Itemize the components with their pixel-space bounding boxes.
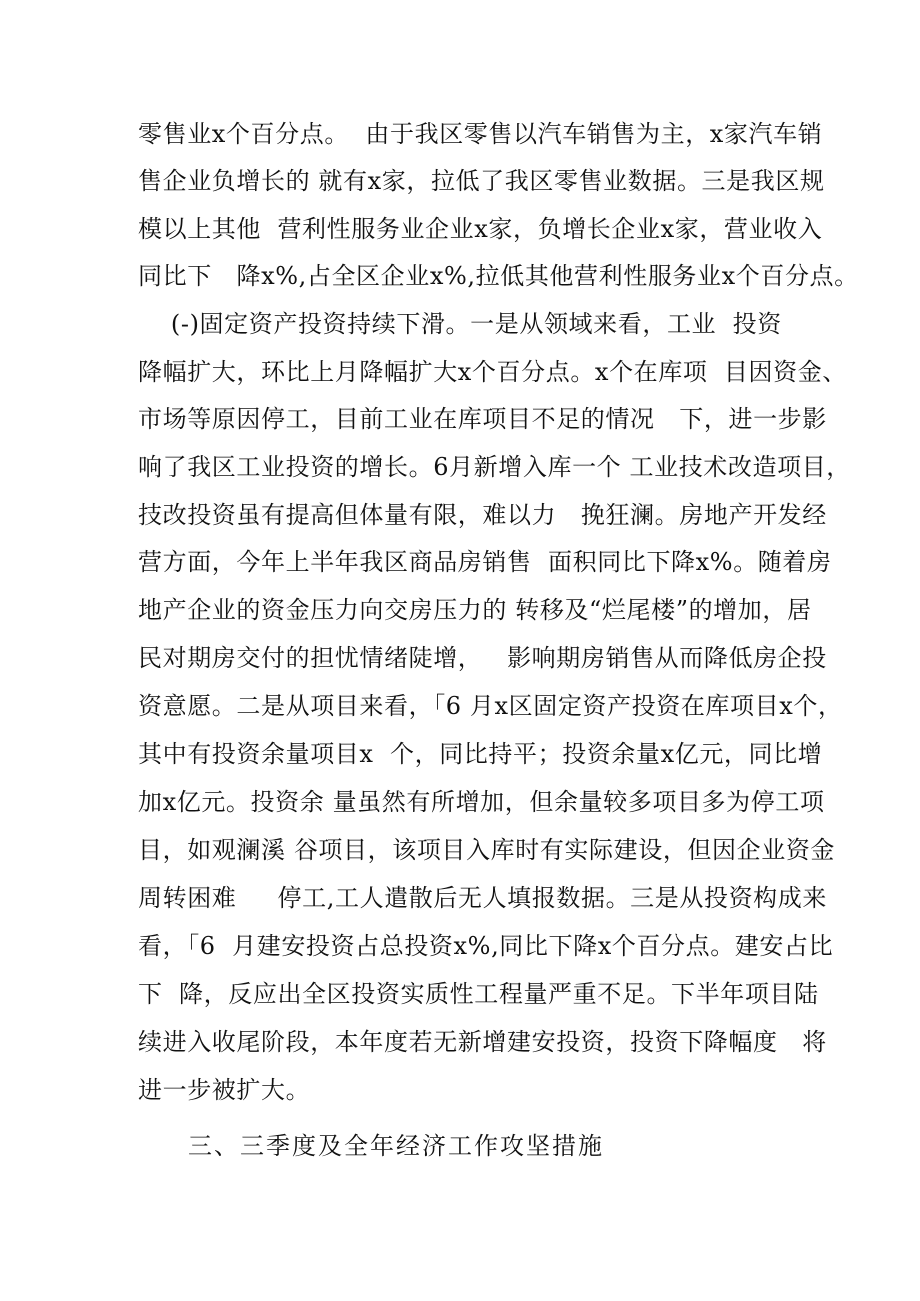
- text-line: 加x亿元。投资余 量虽然有所增加，但余量较多项目多为停工项: [138, 788, 825, 816]
- text-line: 民对期房交付的担忧情绪陡增， 影响期房销售从而降低房企投: [138, 644, 827, 672]
- text-line: 资意愿。二是从项目来看，「6 月x区固定资产投资在库项目x个，: [138, 692, 843, 720]
- text-line: (-)固定资产投资持续下滑。一是从领域来看，工业 投资: [138, 310, 782, 338]
- text-line: 技改投资虽有提高但体量有限，难以力 挽狂澜。房地产开发经: [138, 501, 827, 529]
- text-line: 零售业x个百分点。 由于我区零售以汽车销售为主，x家汽车销: [138, 120, 823, 148]
- text-line: 模以上其他 营利性服务业企业x家，负增长企业x家，营业收入: [138, 215, 823, 243]
- text-line: 市场等原因停工，目前工业在库项目不足的情况 下，进一步影: [138, 405, 827, 433]
- text-line: 周转困难 停工,工人遣散后无人填报数据。三是从投资构成来: [138, 884, 827, 912]
- text-line: 降幅扩大，环比上月降幅扩大x个百分点。x个在库项 目因资金、: [138, 358, 847, 386]
- text-line: 续进入收尾阶段，本年度若无新增建安投资，投资下降幅度 将: [138, 1028, 827, 1056]
- text-line: 同比下 降x%,占全区企业x%,拉低其他营利性服务业x个百分点。: [138, 262, 859, 290]
- text-line: 响了我区工业投资的增长。6月新增入库一个 工业技术改造项目，: [138, 453, 851, 481]
- text-line: 其中有投资余量项目x 个，同比持平；投资余量x亿元，同比增: [138, 740, 823, 768]
- text-line: 地产企业的资金压力向交房压力的 转移及“烂尾楼”的增加，居: [138, 596, 812, 624]
- text-line: 目，如观澜溪 谷项目，该项目入库时有实际建设，但因企业资金: [138, 836, 836, 864]
- text-line: 营方面，今年上半年我区商品房销售 面积同比下降x%。随着房: [138, 548, 832, 576]
- text-line: 看，「6 月建安投资占总投资x%,同比下降x个百分点。建安占比: [138, 932, 834, 960]
- section-heading: 三、三季度及全年经济工作攻坚措施: [188, 1132, 604, 1160]
- text-line: 下 降，反应出全区投资实质性工程量严重不足。下半年项目陆: [138, 980, 819, 1008]
- text-line: 售企业负增长的 就有x家，拉低了我区零售业数据。三是我区规: [138, 167, 825, 195]
- text-line: 进一步被扩大。: [138, 1076, 311, 1104]
